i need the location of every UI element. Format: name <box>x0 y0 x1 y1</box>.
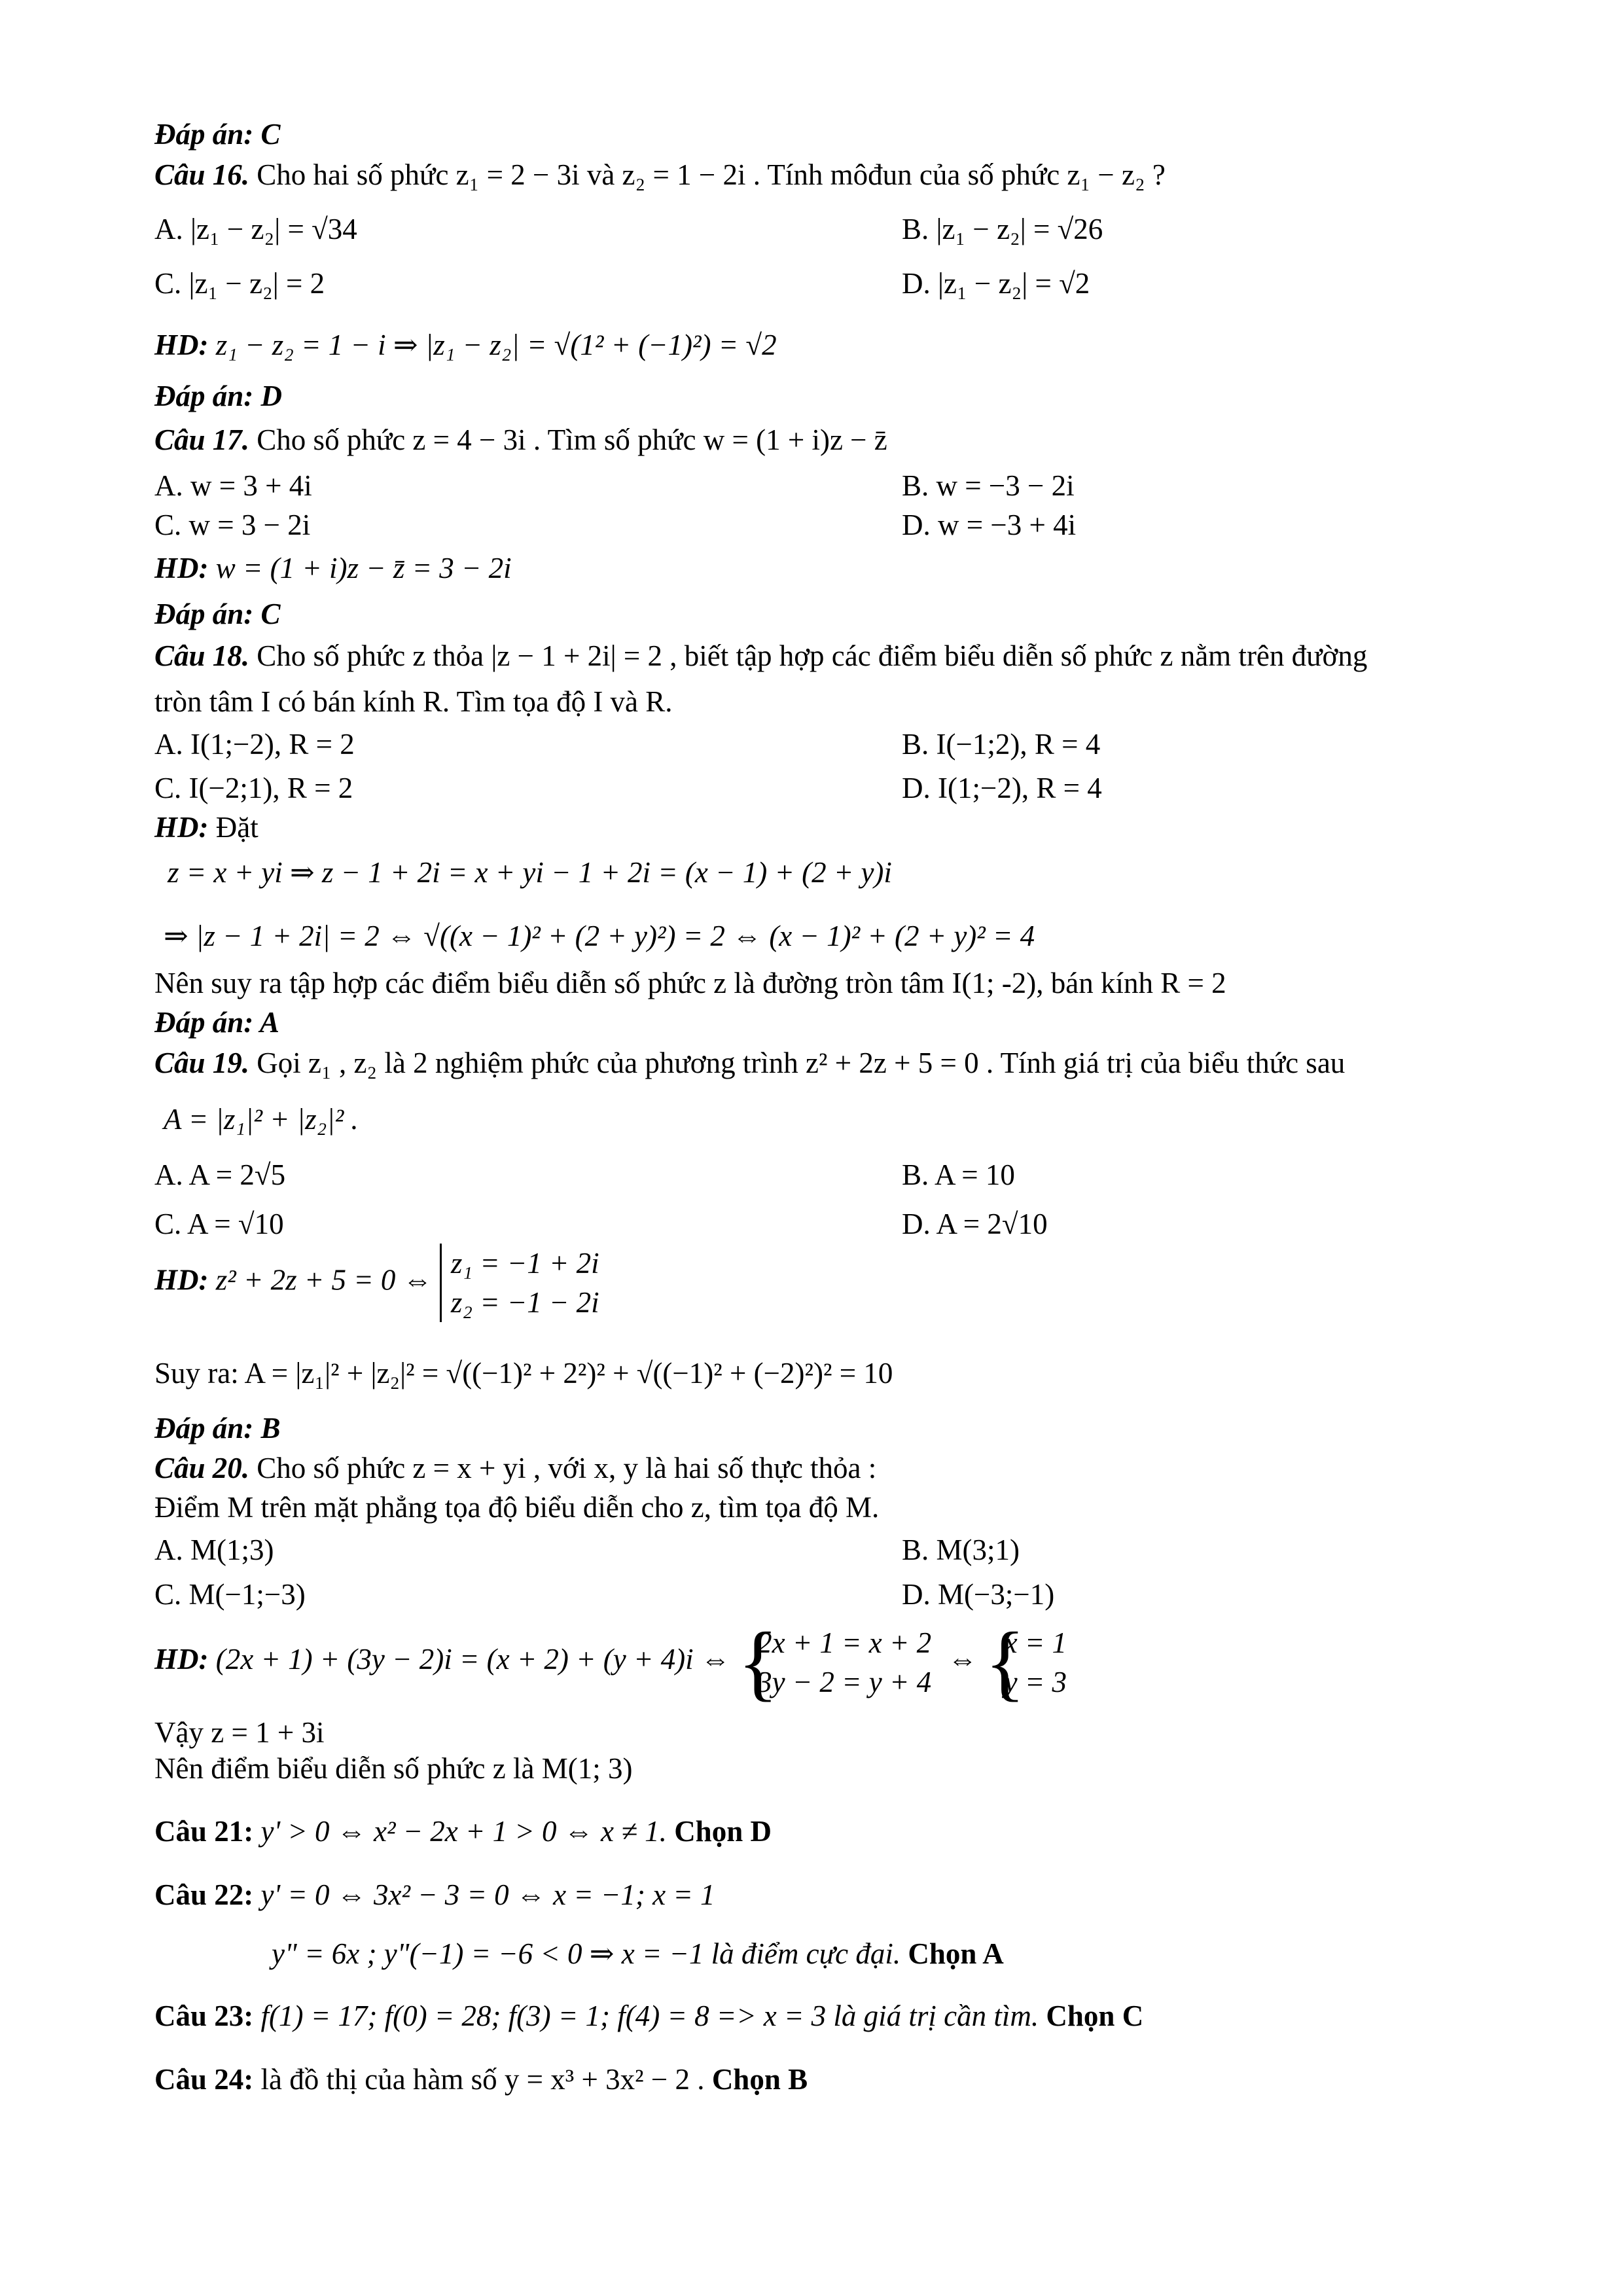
question-22 <box>154 1875 715 1914</box>
system-sol-2: y = 3 <box>1004 1665 1067 1698</box>
question-20 <box>154 1448 876 1488</box>
hint-line: Suy ra: A = |z₁|² + |z₂|² = √((−1)² + 2²)² + √((−1)² + (−2)²)² = 10 <box>154 1357 893 1390</box>
hint-line: Nên suy ra tập hợp các điểm biểu diễn số phức z là đường tròn tâm I(1; -2), bán kính R = 2 <box>154 967 1226 999</box>
question-label: Câu 17. <box>154 423 250 456</box>
question-text: y' = 0 ⇔ 3x² − 3 = 0 ⇔ x = −1; x = 1 <box>260 1878 715 1911</box>
choice-label: Chọn D <box>674 1815 772 1848</box>
choice-label: Chọn C <box>1046 2000 1144 2032</box>
option-a: A. w = 3 + 4i <box>154 469 312 502</box>
hint-text: z² + 2z + 5 = 0 ⇔ <box>215 1263 433 1297</box>
answer-line: Đáp án: D <box>154 380 283 412</box>
question-label: Câu 23: <box>154 2000 254 2032</box>
root-1: z₁ = −1 + 2i <box>450 1247 599 1280</box>
question-label: Câu 16. <box>154 158 250 191</box>
system-eq-2: 3y − 2 = y + 4 <box>757 1665 932 1698</box>
option-b: B. |z₁ − z₂| = √26 <box>902 213 1103 245</box>
question-label: Câu 18. <box>154 639 250 672</box>
option-a: A. M(1;3) <box>154 1534 274 1566</box>
question-label: Câu 22: <box>154 1878 254 1911</box>
option-d: D. |z₁ − z₂| = √2 <box>902 267 1090 300</box>
question-text: Cho số phức z thỏa |z − 1 + 2i| = 2 , biết tập hợp các điểm biểu diễn số phức z nằm trên đường <box>257 639 1368 672</box>
question-19 <box>154 1043 1345 1083</box>
option-b: B. I(−1;2), R = 4 <box>902 728 1101 761</box>
option-c: C. |z₁ − z₂| = 2 <box>154 267 325 300</box>
question-text: y" = 6x ; y"(−1) = −6 < 0 ⇒ x = −1 là điểm cực đại. <box>272 1937 901 1970</box>
answer-line: Đáp án: C <box>154 118 281 151</box>
hint-line: z = x + yi ⇒ z − 1 + 2i = x + yi − 1 + 2i = (x − 1) + (2 + y)i <box>168 856 892 889</box>
option-c: C. A = √10 <box>154 1208 284 1240</box>
option-b: B. A = 10 <box>902 1158 1015 1191</box>
option-c: C. w = 3 − 2i <box>154 509 311 541</box>
question-label: Câu 20. <box>154 1452 250 1484</box>
question-label: Câu 21: <box>154 1815 254 1848</box>
option-d: D. A = 2√10 <box>902 1208 1048 1240</box>
hint-label: HD: <box>154 552 209 584</box>
hint-17 <box>154 548 512 588</box>
choice-label: Chọn A <box>908 1937 1004 1970</box>
question-text: Cho số phức z = x + yi , với x, y là hai số thực thỏa : <box>257 1452 877 1484</box>
option-a: A. I(1;−2), R = 2 <box>154 728 355 761</box>
answer-line: Đáp án: B <box>154 1412 281 1444</box>
hint-label: HD: <box>154 329 209 361</box>
option-c: C. M(−1;−3) <box>154 1578 306 1611</box>
question-text: y' > 0 ⇔ x² − 2x + 1 > 0 ⇔ x ≠ 1. <box>260 1815 667 1848</box>
option-b: B. w = −3 − 2i <box>902 469 1075 502</box>
question-21 <box>154 1812 772 1851</box>
question-text: Cho số phức z = 4 − 3i . Tìm số phức w = (1 + i)z − z̄ <box>257 423 887 456</box>
question-23 <box>154 1996 1143 2036</box>
hint-text: Đặt <box>215 811 259 844</box>
option-a: A. |z₁ − z₂| = √34 <box>154 213 357 245</box>
hint-label: HD: <box>154 1263 209 1297</box>
question-text-cont: Điểm M trên mặt phẳng tọa độ biểu diễn cho z, tìm tọa độ M. <box>154 1491 880 1524</box>
question-text: Cho hai số phức z₁ = 2 − 3i và z₂ = 1 − 2i . Tính môđun của số phức z₁ − z₂ ? <box>257 158 1166 191</box>
hint-text: z₁ − z₂ = 1 − i ⇒ |z₁ − z₂| = √(1² + (−1)²) = √2 <box>215 329 777 361</box>
hint-16 <box>154 325 777 365</box>
equation-system <box>985 1623 1076 1702</box>
option-d: D. w = −3 + 4i <box>902 509 1077 541</box>
option-c: C. I(−2;1), R = 2 <box>154 772 353 804</box>
hint-line: Nên điểm biểu diễn số phức z là M(1; 3) <box>154 1752 633 1785</box>
equation-system <box>738 1623 940 1702</box>
hint-text: (2x + 1) + (3y − 2)i = (x + 2) + (y + 4)i ⇔ <box>215 1643 730 1676</box>
option-a: A. A = 2√5 <box>154 1158 286 1191</box>
question-label: Câu 19. <box>154 1047 250 1079</box>
question-label: Câu 24: <box>154 2063 254 2096</box>
question-16 <box>154 155 1166 194</box>
question-17 <box>154 420 887 459</box>
choice-label: Chọn B <box>711 2063 808 2096</box>
system-eq-1: { 2x + 1 = x + 2 <box>757 1626 932 1659</box>
root-2: z₂ = −1 − 2i <box>450 1286 599 1319</box>
solution-bracket <box>440 1244 609 1322</box>
question-22-cont <box>272 1934 1004 1973</box>
question-text-cont: A = |z₁|² + |z₂|² . <box>164 1103 359 1136</box>
question-18 <box>154 636 1367 675</box>
iff-symbol: ⇔ <box>948 1643 978 1676</box>
hint-20 <box>154 1620 1076 1702</box>
question-text-cont: tròn tâm I có bán kính R. Tìm tọa độ I và R. <box>154 685 673 718</box>
hint-line: ⇒ |z − 1 + 2i| = 2 ⇔ √((x − 1)² + (2 + y)²) = 2 ⇔ (x − 1)² + (2 + y)² = 4 <box>164 920 1035 952</box>
answer-line: Đáp án: A <box>154 1006 279 1039</box>
option-d: D. I(1;−2), R = 4 <box>902 772 1102 804</box>
hint-line: Vậy z = 1 + 3i <box>154 1716 325 1749</box>
hint-label: HD: <box>154 1643 209 1676</box>
hint-19 <box>154 1244 609 1322</box>
answer-line: Đáp án: C <box>154 598 281 630</box>
question-text: Gọi z₁ , z₂ là 2 nghiệm phức của phương trình z² + 2z + 5 = 0 . Tính giá trị của biểu thức sau <box>257 1047 1346 1079</box>
system-sol-1: { x = 1 <box>1004 1626 1067 1659</box>
hint-18 <box>154 808 259 847</box>
question-text: là đồ thị của hàm số y = x³ + 3x² − 2 . <box>260 2063 705 2096</box>
hint-label: HD: <box>154 811 209 844</box>
question-24 <box>154 2060 808 2099</box>
option-b: B. M(3;1) <box>902 1534 1020 1566</box>
question-text: f(1) = 17; f(0) = 28; f(3) = 1; f(4) = 8 => x = 3 là giá trị cần tìm. <box>260 2000 1039 2032</box>
hint-text: w = (1 + i)z − z̄ = 3 − 2i <box>215 552 512 584</box>
option-d: D. M(−3;−1) <box>902 1578 1055 1611</box>
